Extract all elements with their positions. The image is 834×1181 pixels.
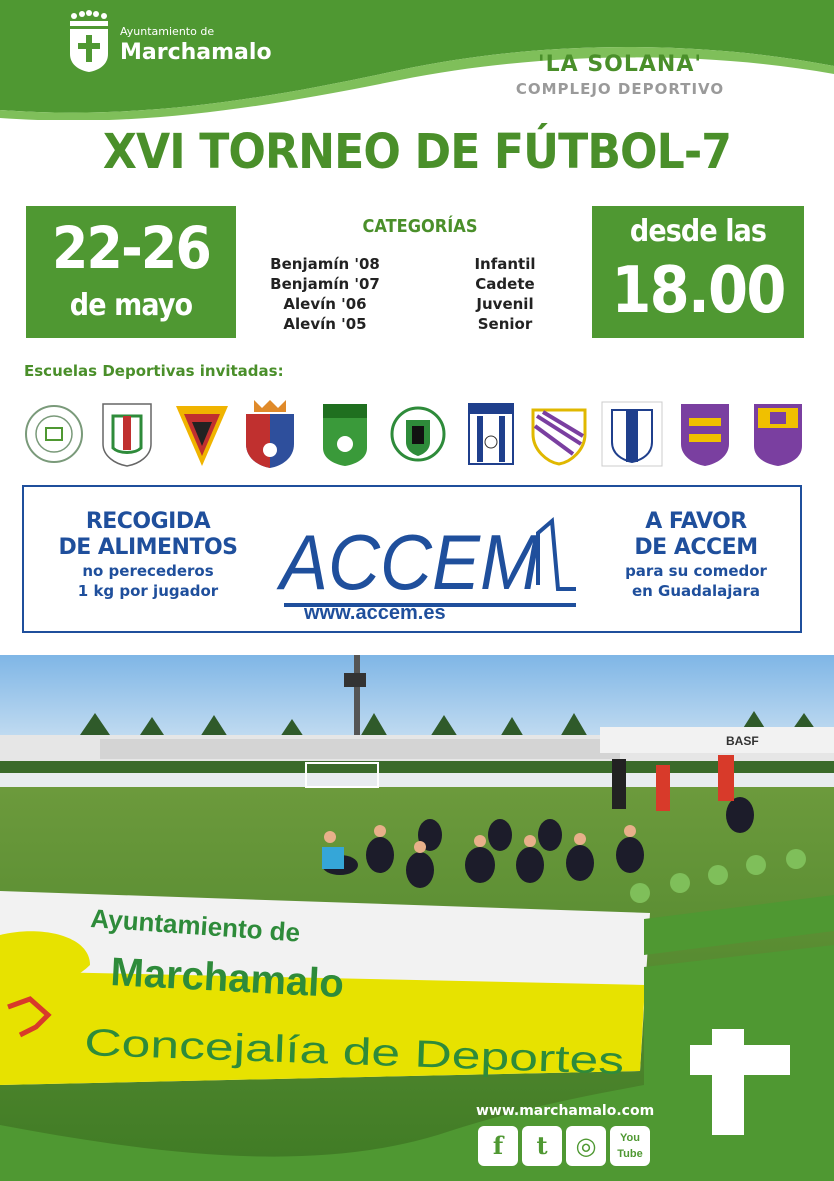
accem-url: www.accem.es — [304, 602, 446, 624]
marchamalo-shield-icon — [66, 10, 112, 74]
accem-logo-text: ACCEM — [276, 518, 541, 606]
footer-website[interactable]: www.marchamalo.com — [476, 1103, 655, 1119]
time-prefix: desde las — [629, 214, 767, 249]
ad-el-casar-crest-icon — [323, 404, 367, 466]
accem-favor-line: DE ACCEM — [634, 535, 758, 560]
tournament-title: XVI TORNEO DE FÚTBOL-7 — [102, 124, 732, 180]
club-deportivo-marchamalo-crest-icon — [26, 406, 82, 462]
facebook-icon[interactable]: f — [478, 1126, 518, 1166]
date-box — [26, 206, 236, 338]
venue-type: COMPLEJO DEPORTIVO — [515, 80, 725, 98]
twitter-icon[interactable]: t — [522, 1126, 562, 1166]
cd-hogar-alcarreno-crest-icon — [602, 402, 662, 466]
categories-column-2 — [430, 254, 580, 334]
category-item: Cadete — [475, 275, 535, 293]
villanueva-crest-icon — [533, 410, 585, 464]
cd-alovera-crest-icon — [176, 406, 228, 466]
categories-heading: CATEGORÍAS — [362, 216, 478, 237]
cd-bab-crest-icon — [681, 404, 729, 466]
category-item: Benjamín '08 — [270, 255, 380, 273]
brand-name: Marchamalo — [120, 40, 272, 65]
accem-favor-detail: en Guadalajara — [631, 582, 761, 600]
banner-line-1: Ayuntamiento de — [89, 903, 302, 948]
azuqueca-crest-icon — [246, 400, 294, 468]
categories-column-1 — [250, 254, 400, 334]
academia-crest-icon — [469, 404, 513, 464]
venue-name: 'LA SOLANA' — [537, 52, 703, 77]
stadium-board-text: BASF — [726, 734, 759, 748]
time-box — [592, 206, 804, 338]
category-item: Infantil — [474, 255, 536, 273]
date-month: de mayo — [69, 288, 193, 323]
food-collection-line: DE ALIMENTOS — [58, 535, 238, 560]
time-value: 18.00 — [611, 254, 785, 328]
category-item: Alevín '05 — [283, 315, 367, 333]
accem-favor-detail: para su comedor — [625, 562, 767, 580]
category-item: Alevín '06 — [283, 295, 367, 313]
cd-salesianos-guadalajara-crest-icon — [754, 404, 802, 466]
accem-favor-text — [598, 509, 794, 601]
food-collection-detail: no perecederos — [82, 562, 214, 580]
banner-line-3: Concejalía de Deportes — [83, 1022, 483, 1078]
date-range: 22-26 — [52, 214, 210, 282]
accem-favor-line: A FAVOR — [645, 509, 747, 534]
accem-charity-box — [22, 485, 802, 633]
club-crests-row — [20, 398, 814, 470]
category-item: Benjamín '07 — [270, 275, 380, 293]
brand-subtitle: Ayuntamiento de — [120, 25, 215, 38]
category-item: Senior — [477, 315, 533, 333]
accem-logo — [276, 493, 586, 629]
instagram-icon[interactable]: ◎ — [566, 1126, 606, 1166]
banner-line-2: Marchamalo — [109, 950, 345, 1007]
category-item: Juvenil — [476, 295, 534, 313]
schools-label: Escuelas Deportivas invitadas: — [24, 362, 284, 380]
food-collection-detail: 1 kg por jugador — [77, 582, 219, 600]
dinamo-guadalajara-crest-icon — [392, 408, 444, 460]
cabanillas-futbol-club-crest-icon — [103, 404, 151, 466]
food-collection-text — [38, 509, 258, 601]
youtube-icon[interactable]: You Tube — [610, 1126, 650, 1166]
football-field-photo — [0, 655, 834, 1181]
food-collection-line: RECOGIDA — [85, 509, 211, 534]
